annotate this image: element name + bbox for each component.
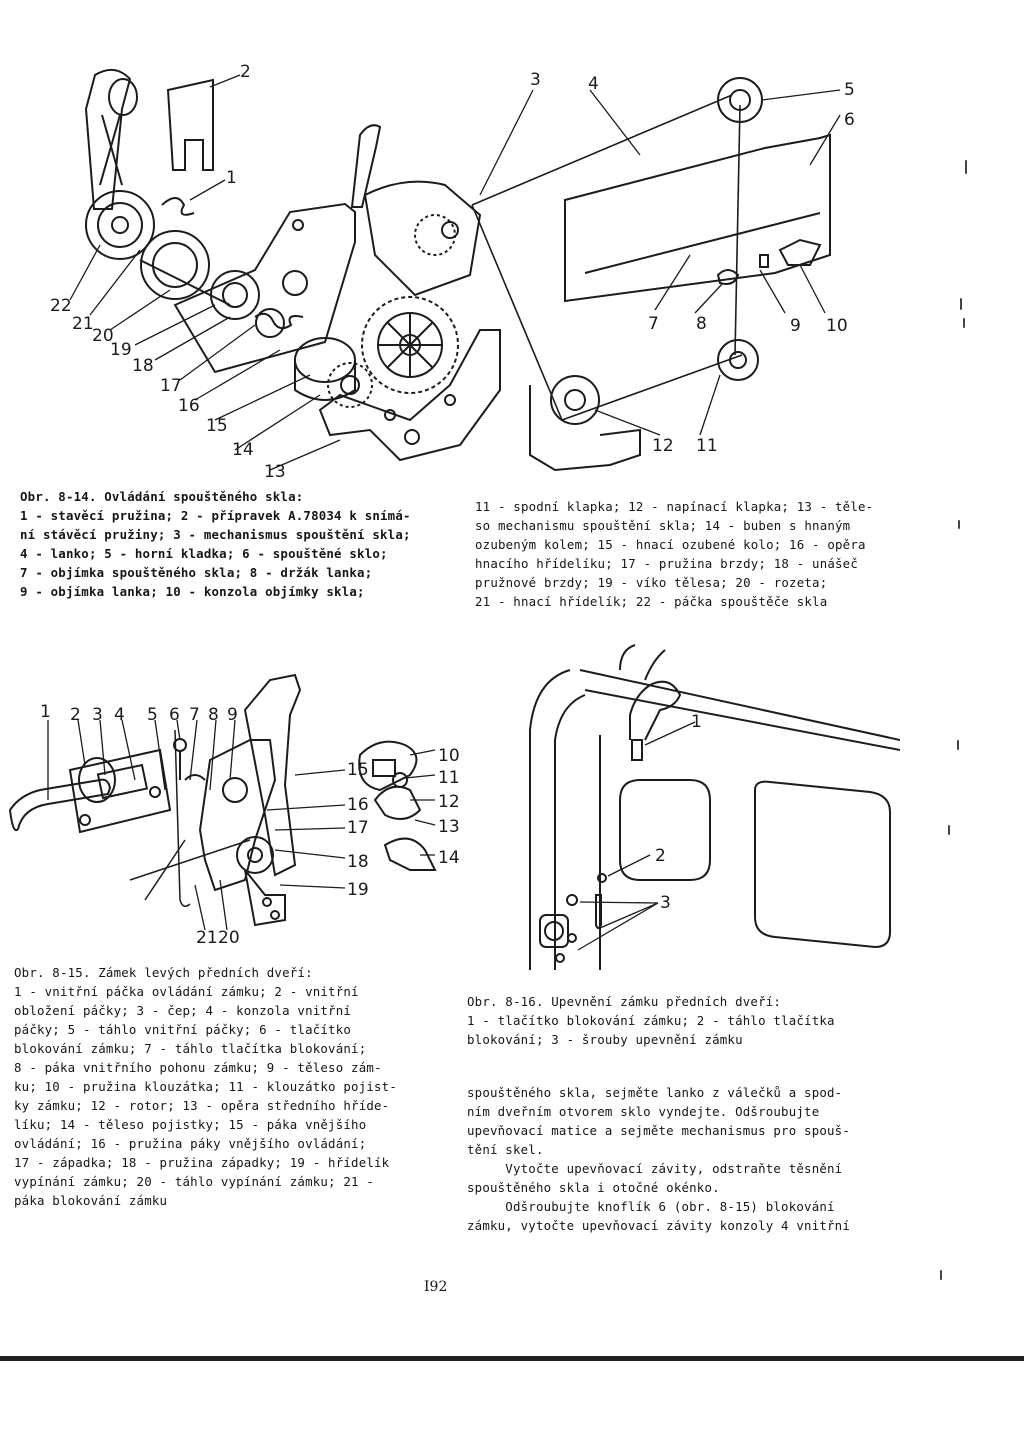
caption-line: líku; 14 - těleso pojistky; 15 - páka vnějšího	[14, 1117, 367, 1132]
body-line: upevňovací matice a sejměte mechanismus pro spouš-	[467, 1123, 850, 1138]
fig-8-16-label: 3	[660, 893, 671, 913]
fig-8-14-label: 19	[110, 340, 132, 360]
caption-line: Obr. 8-14. Ovládání spouštěného skla:	[20, 489, 304, 504]
fig-8-14-label: 2	[240, 62, 251, 82]
caption-line: 8 - páka vnitřního pohonu zámku; 9 - těleso zám-	[14, 1060, 382, 1075]
caption-8-15	[14, 963, 434, 1210]
fig-8-14-label: 4	[588, 74, 599, 94]
fig-8-15-label: 5	[147, 705, 158, 725]
page-number: I92	[424, 1279, 448, 1295]
fig-8-15-label: 19	[347, 880, 369, 900]
caption-line: 17 - západka; 18 - pružina západky; 19 - hřídelík	[14, 1155, 390, 1170]
caption-8-14-right	[475, 497, 915, 611]
fig-8-15-label: 13	[438, 817, 460, 837]
fig-8-14-label: 9	[790, 316, 801, 336]
caption-line: 9 - objímka lanka; 10 - konzola objímky skla;	[20, 584, 365, 599]
fig-8-15-label: 14	[438, 848, 460, 868]
body-line: Odšroubujte knoflík 6 (obr. 8-15) blokování	[467, 1199, 835, 1214]
caption-line: páčky; 5 - táhlo vnitřní páčky; 6 - tlačítko	[14, 1022, 352, 1037]
scan-speck	[958, 520, 960, 529]
caption-line: Obr. 8-16. Upevnění zámku předních dveří:	[467, 994, 782, 1009]
fig-8-14-label: 10	[826, 316, 848, 336]
fig-8-15-label: 9	[227, 705, 238, 725]
scan-speck	[948, 825, 950, 835]
fig-8-15-label: 10	[438, 746, 460, 766]
fig-8-15-label: 17	[347, 818, 369, 838]
scan-speck	[963, 318, 965, 328]
caption-line: blokování zámku; 7 - táhlo tlačítka blokování;	[14, 1041, 367, 1056]
figure-8-16-drawing	[500, 640, 900, 980]
fig-8-15-label: 7	[189, 705, 200, 725]
fig-8-14-label: 14	[232, 440, 254, 460]
fig-8-15-label: 2	[70, 705, 81, 725]
fig-8-14-label: 7	[648, 314, 659, 334]
fig-8-14-label: 8	[696, 314, 707, 334]
fig-8-15-label: 4	[114, 705, 125, 725]
caption-line: vypínání zámku; 20 - táhlo vypínání zámku; 21 -	[14, 1174, 375, 1189]
caption-line: hnacího hřídelíku; 17 - pružina brzdy; 18 - unášeč	[475, 556, 858, 571]
fig-8-14-label: 15	[206, 416, 228, 436]
fig-8-15-label: 1	[40, 702, 51, 722]
fig-8-15-label: 3	[92, 705, 103, 725]
body-line: tění skel.	[467, 1142, 544, 1157]
fig-8-14-label: 16	[178, 396, 200, 416]
caption-line: 1 - stavěcí pružina; 2 - přípravek A.78034 k snímá-	[20, 508, 411, 523]
caption-line: Obr. 8-15. Zámek levých předních dveří:	[14, 965, 313, 980]
fig-8-15-label: 12	[438, 792, 460, 812]
caption-8-16	[467, 992, 887, 1049]
fig-8-14-label: 22	[50, 296, 72, 316]
fig-8-14-label: 18	[132, 356, 154, 376]
caption-line: ovládání; 16 - pružina páky vnějšího ovládání;	[14, 1136, 367, 1151]
caption-line: ozubeným kolem; 15 - hnací ozubené kolo; 16 - opěra	[475, 537, 866, 552]
caption-line: ní stávěcí pružiny; 3 - mechanismus spouštění skla;	[20, 527, 411, 542]
caption-line: páka blokování zámku	[14, 1193, 168, 1208]
caption-line: 1 - vnitřní páčka ovládání zámku; 2 - vnitřní	[14, 984, 359, 999]
caption-line: ky zámku; 12 - rotor; 13 - opěra středního hříde-	[14, 1098, 390, 1113]
scan-speck	[940, 1270, 942, 1280]
caption-line: 7 - objímka spouštěného skla; 8 - držák lanka;	[20, 565, 373, 580]
caption-line: blokování; 3 - šrouby upevnění zámku	[467, 1032, 743, 1047]
body-line: ním dveřním otvorem sklo vyndejte. Odšroubujte	[467, 1104, 820, 1119]
caption-line: obložení páčky; 3 - čep; 4 - konzola vnitřní	[14, 1003, 352, 1018]
fig-8-15-label: 16	[347, 795, 369, 815]
fig-8-14-label: 21	[72, 314, 94, 334]
fig-8-15-label: 21	[196, 928, 218, 948]
fig-8-15-label: 18	[347, 852, 369, 872]
caption-8-14-left	[20, 487, 460, 601]
fig-8-14-label: 13	[264, 462, 286, 482]
caption-line: 11 - spodní klapka; 12 - napínací klapka; 13 - těle-	[475, 499, 874, 514]
fig-8-15-label: 15	[347, 760, 369, 780]
caption-line: 1 - tlačítko blokování zámku; 2 - táhlo tlačítka	[467, 1013, 835, 1028]
fig-8-16-label: 2	[655, 846, 666, 866]
fig-8-14-label: 5	[844, 80, 855, 100]
bottom-rule	[0, 1356, 1024, 1361]
fig-8-14-label: 1	[226, 168, 237, 188]
body-line: zámku, vytočte upevňovací závity konzoly 4 vnitřní	[467, 1218, 850, 1233]
fig-8-14-label: 6	[844, 110, 855, 130]
scan-speck	[965, 160, 967, 174]
scan-speck	[957, 740, 959, 750]
scan-speck	[960, 298, 962, 310]
fig-8-15-label: 8	[208, 705, 219, 725]
fig-8-15-label: 6	[169, 705, 180, 725]
body-line: spouštěného skla i otočné okénko.	[467, 1180, 720, 1195]
caption-line: so mechanismu spouštění skla; 14 - buben s hnaným	[475, 518, 851, 533]
fig-8-14-label: 12	[652, 436, 674, 456]
figure-8-14-drawing	[40, 55, 920, 485]
fig-8-14-label: 17	[160, 376, 182, 396]
fig-8-14-label: 3	[530, 70, 541, 90]
caption-line: pružnové brzdy; 19 - víko tělesa; 20 - rozeta;	[475, 575, 828, 590]
caption-line: ku; 10 - pružina klouzátka; 11 - klouzátko pojist-	[14, 1079, 397, 1094]
fig-8-14-label: 20	[92, 326, 114, 346]
caption-line: 4 - lanko; 5 - horní kladka; 6 - spouštěné sklo;	[20, 546, 388, 561]
fig-8-16-label: 1	[691, 712, 702, 732]
body-line: Vytočte upevňovací závity, odstraňte těsnění	[467, 1161, 843, 1176]
fig-8-15-label: 20	[218, 928, 240, 948]
fig-8-15-label: 11	[438, 768, 460, 788]
body-line: spouštěného skla, sejměte lanko z válečků a spod-	[467, 1085, 843, 1100]
caption-line: 21 - hnací hřídelík; 22 - páčka spouštěče skla	[475, 594, 828, 609]
body-text	[467, 1083, 887, 1235]
fig-8-14-label: 11	[696, 436, 718, 456]
